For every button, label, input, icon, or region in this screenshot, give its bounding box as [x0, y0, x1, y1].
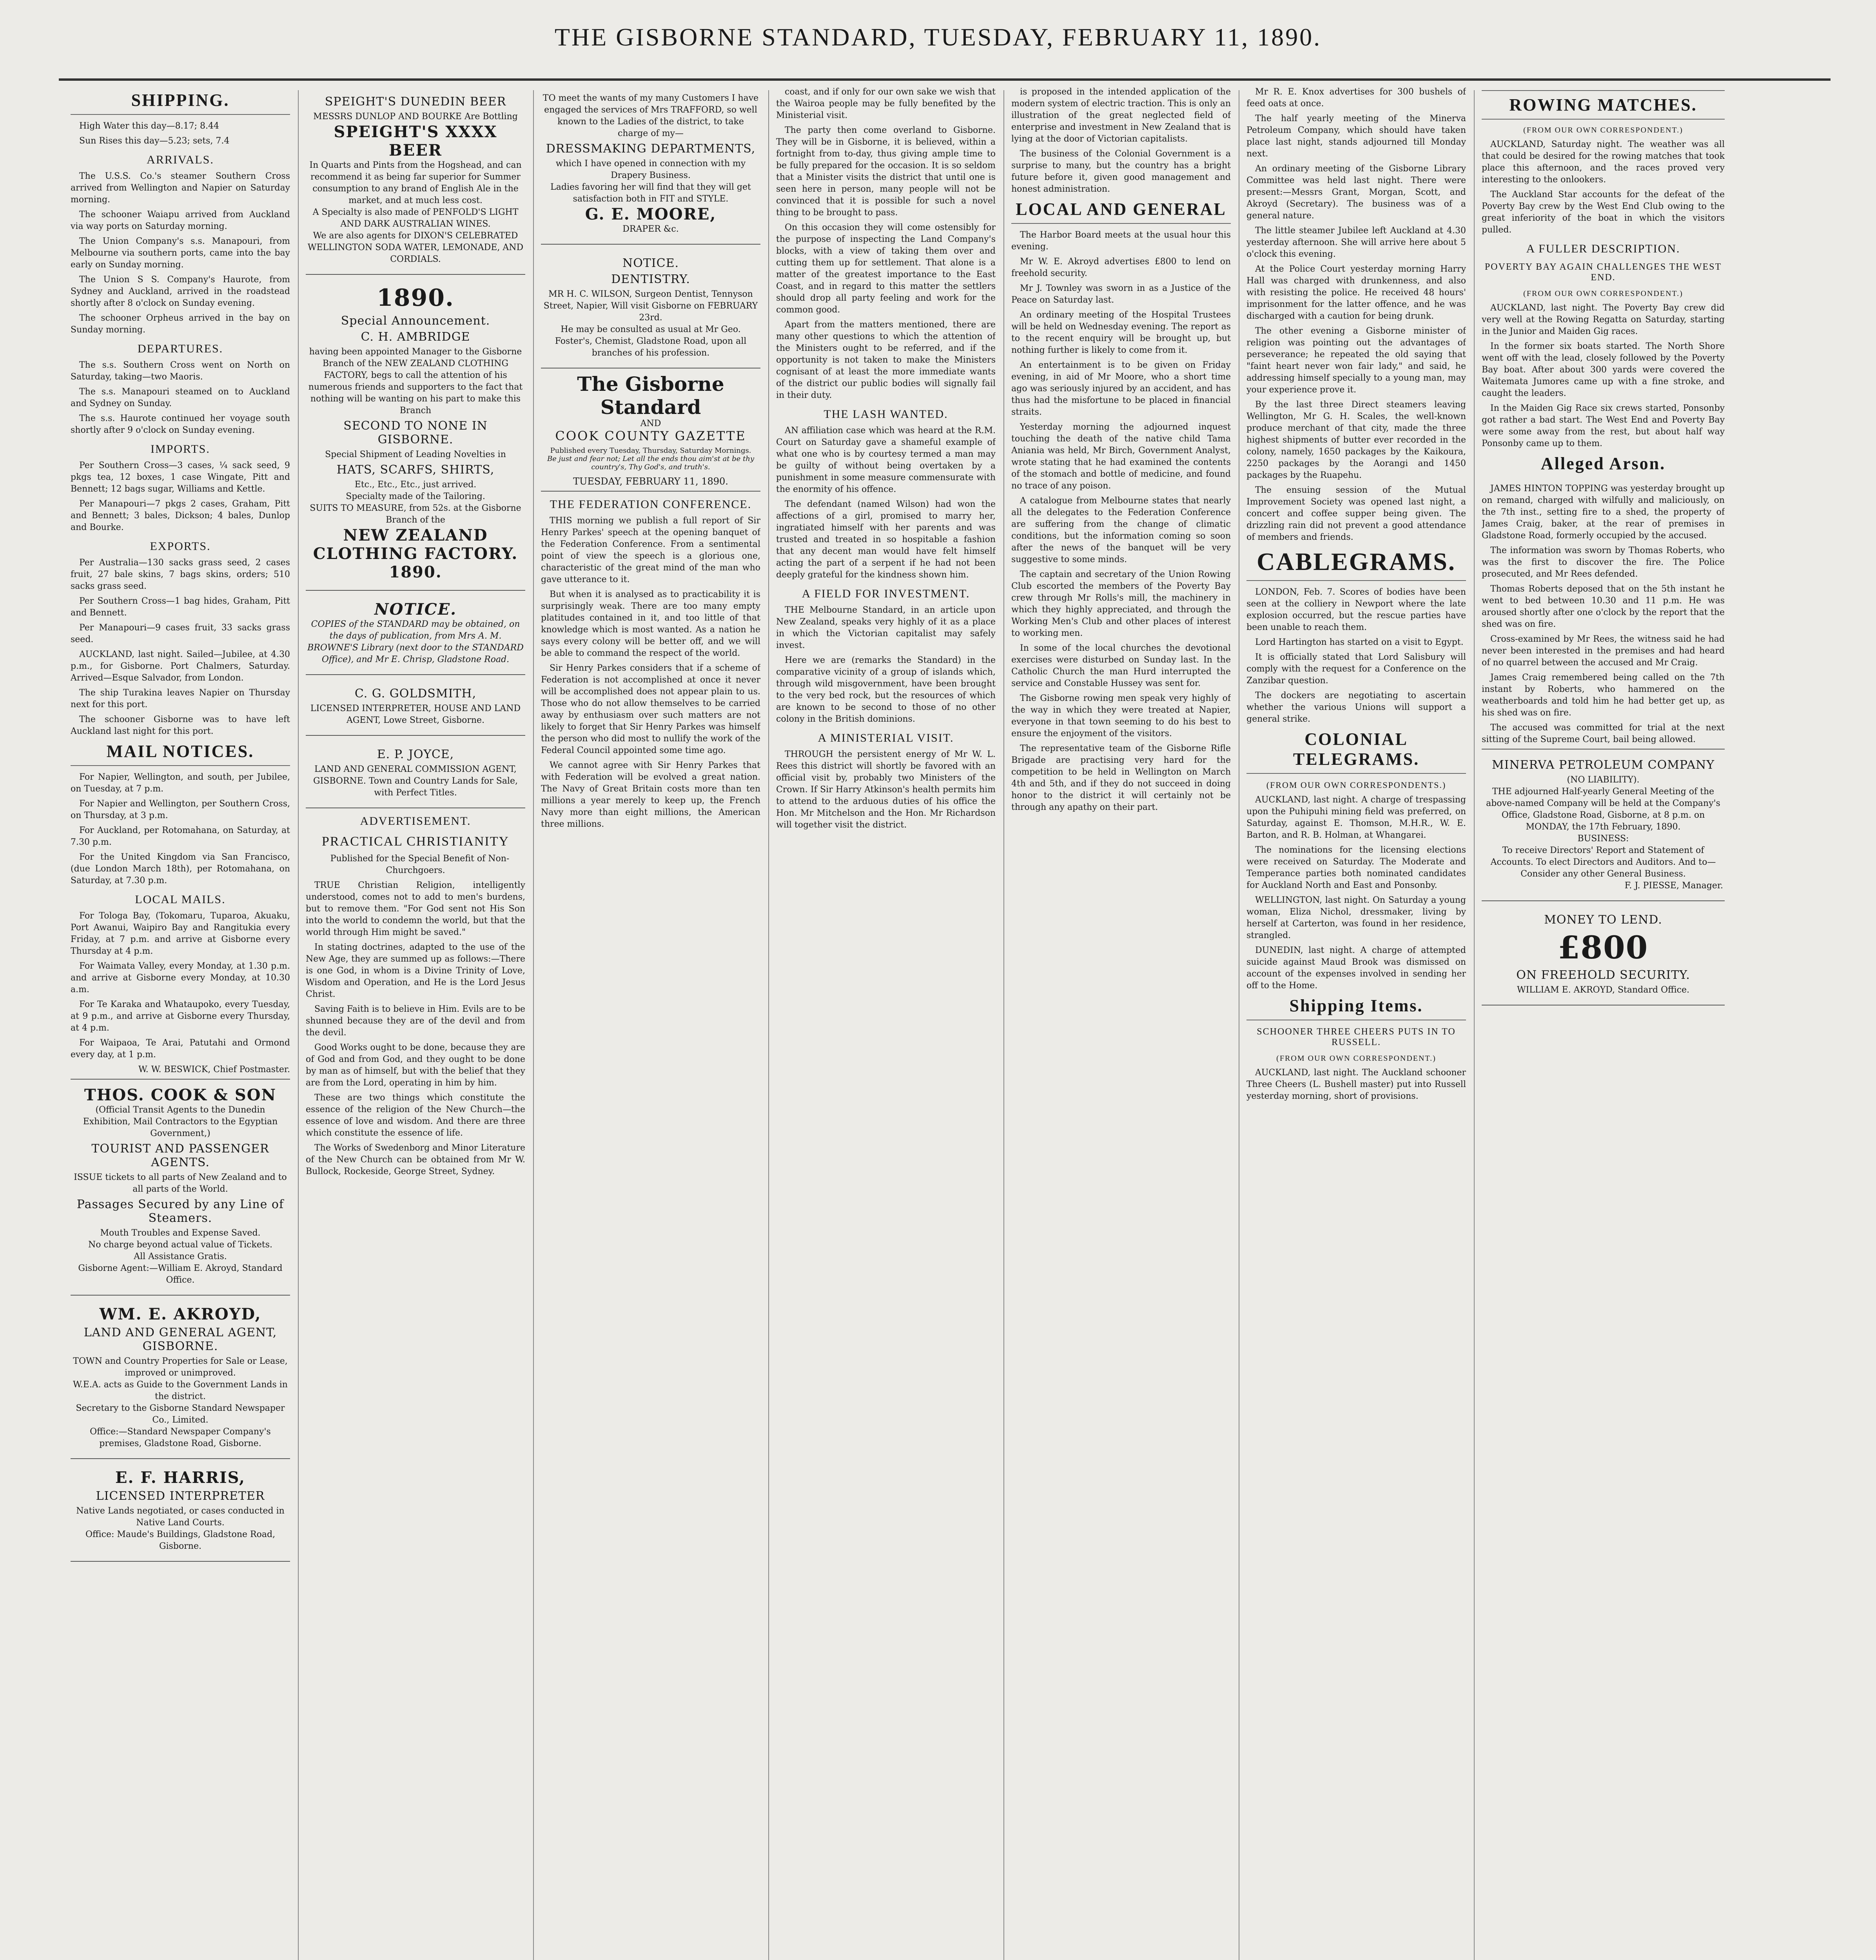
ad-title: THOS. COOK & SON [84, 1086, 277, 1104]
ad-text: F. J. PIESSE, Manager. [1624, 881, 1723, 891]
rowing-matches-heading: ROWING MATCHES. [1482, 90, 1725, 120]
article-paragraph: The U.S.S. Co.'s steamer Southern Cross arrived from Wellington and Napier on Saturday morning. [71, 171, 290, 205]
ad-text: All Assistance Gratis. [134, 1252, 227, 1261]
ad-subtitle: Published for the Special Benefit of Non-Churchgoers. [330, 854, 510, 875]
article-paragraph: For Waipaoa, Te Arai, Patutahi and Ormond every day, at 1 p.m. [71, 1038, 290, 1060]
ad-text: Etc., Etc., Etc., just arrived. [354, 480, 477, 490]
ad-title: NEW ZEALAND CLOTHING FACTORY. [313, 526, 518, 563]
article-heading: A MINISTERIAL VISIT. [818, 731, 954, 744]
article-heading: SCHOONER THREE CHEERS PUTS IN TO RUSSELL. [1257, 1027, 1456, 1047]
article-paragraph: The schooner Waiapu arrived from Auckland via way ports on Saturday morning. [71, 210, 290, 231]
article-paragraph: An ordinary meeting of the Hospital Trustees will be held on Wednesday evening. The report as to the recent enquiry will be brought up, but nothing further is likely to come from it. [1011, 310, 1231, 355]
article-paragraph: Lord Hartington has started on a visit to Egypt. [1255, 637, 1464, 647]
article-paragraph: TRUE Christian Religion, intelligently understood, comes not to add to men's burdens, but to remove them. "For God sent not His Son into the world to condemn the world, but that the world through Him might be saved." [306, 880, 525, 937]
article-paragraph: The dockers are negotiating to ascertain whether the various Unions will support a general strike. [1246, 691, 1466, 724]
column-7 [1482, 86, 1725, 1960]
ad-title: C. G. GOLDSMITH, [354, 687, 477, 701]
article-paragraph: AUCKLAND, last night. Sailed—Jubilee, at 4.30 p.m., for Gisborne. Port Chalmers, Saturday. Arrived—Esque Salvador, from London. [71, 650, 290, 683]
article-paragraph: For Tologa Bay, (Tokomaru, Tuparoa, Akuaku, Port Awanui, Waipiro Bay and Rangitukia every Friday, at 7 p.m. and arrive at Gisborne every Thursday at 4 p.m. [71, 911, 290, 956]
column-4 [776, 86, 996, 1960]
money-to-lend-advertisement [1482, 904, 1725, 1005]
article-paragraph: Mr W. E. Akroyd advertises £800 to lend on freehold security. [1011, 257, 1231, 278]
article-paragraph: Per Southern Cross—3 cases, ¼ sack seed, 9 pkgs tea, 12 boxes, 1 case Wingate, Pitt and Bennett; 12 bags sugar, Williams and Kettle. [71, 461, 290, 494]
article-paragraph: The information was sworn by Thomas Roberts, who was the first to discover the fire. The Police prosecuted, and Mr Rees defended. [1482, 546, 1725, 579]
article-paragraph: The representative team of the Gisborne Rifle Brigade are practising very hard for the competition to be held in Wellington on March 4th and 5th, and if they do not succeed in doing honor to the district it will certainly not be through any apathy on their part. [1011, 744, 1231, 812]
ad-text: Gisborne Agent:—William E. Akroyd, Standard Office. [78, 1263, 283, 1285]
article-heading: POVERTY BAY AGAIN CHALLENGES THE WEST END. [1484, 262, 1722, 283]
masthead-rule [59, 78, 1831, 81]
ad-year: 1890. [389, 563, 442, 581]
ad-text: COPIES of the STANDARD may be obtained, on the days of publication, from Mrs A. M. BROWNE'S Library (next door to the STANDARD Office), and Mr E. Chrisp, Gladstone Road. [307, 619, 524, 664]
article-paragraph: For Auckland, per Rotomahana, on Saturday, at 7.30 p.m. [71, 826, 290, 847]
article-paragraph: The schooner Orpheus arrived in the bay on Sunday morning. [71, 313, 290, 335]
column-1 [71, 86, 290, 1960]
article-paragraph: By the last three Direct steamers leaving Wellington, Mr G. H. Scales, the well-known produce merchant of that city, made the three highest shipments of butter ever recorded in the colony, namely, 1650 packages by the Kaikoura, 2250 packages by the Aorangi and 1450 packages by the Ruapehu. [1246, 400, 1466, 480]
column-rule [1003, 90, 1004, 1960]
ad-text: Secretary to the Gisborne Standard Newspaper Co., Limited. [76, 1403, 285, 1425]
ad-title: NOTICE. [622, 256, 679, 270]
harris-advertisement [71, 1462, 290, 1562]
article-paragraph: AUCKLAND, last night. The Auckland schooner Three Cheers (L. Bushell master) put into Russell yesterday morning, short of provisions. [1246, 1068, 1466, 1101]
article-paragraph: THIS morning we publish a full report of Sir Henry Parkes' speech at the opening banquet of the Federation Conference. From a sentimental point of view the speech is a glorious one, characteristic of the great mind of the man who gave utterance to it. [541, 516, 760, 584]
article-paragraph: In stating doctrines, adapted to the use of the New Age, they are summed up as follows:—There is one God, in whom is a Divine Trinity of Love, Wisdom and Operation, and He is the Lord Jesus Christ. [306, 942, 525, 999]
article-paragraph: For Napier, Wellington, and south, per Jubilee, on Tuesday, at 7 p.m. [71, 772, 290, 794]
ad-text: LAND AND GENERAL AGENT, GISBORNE. [83, 1326, 277, 1353]
article-paragraph: On this occasion they will come ostensibly for the purpose of inspecting the Land Company's blocks, with a view of taking them over and cutting them up for settlement. That alone is a matter of the greatest importance to the East Coast, and in regard to this matter the settlers should drop all party feeling and work for the common good. [776, 223, 996, 315]
article-paragraph: Thomas Roberts deposed that on the 5th instant he went to bed between 10.30 and 11 p.m. He was aroused shortly after one o'clock by the report that the shed was on fire. [1482, 584, 1725, 629]
article-paragraph: AN affiliation case which was heard at the R.M. Court on Saturday gave a shameful example of what one who is by courtesy termed a man may be guilty of without being overtaken by a punishment in some measure commensurate with the enormity of his offence. [776, 426, 996, 494]
article-paragraph: The Union Company's s.s. Manapouri, from Melbourne via southern ports, came into the bay early on Sunday morning. [71, 236, 290, 270]
ad-text: TOWN and Country Properties for Sale or Lease, improved or unimproved. [73, 1356, 288, 1378]
ad-text: Office: Maude's Buildings, Gladstone Road, Gisborne. [85, 1530, 276, 1551]
ad-title: MINERVA PETROLEUM COMPANY [1491, 758, 1715, 772]
article-paragraph: Apart from the matters mentioned, there are many other questions to which the attention of the Ministers ought to be referred, and if the opportunity is not taken to make the Ministers cognisant of at least the more immediate wants of the district our public bodies will signally fail in their duty. [776, 320, 996, 400]
article-paragraph: The ship Turakina leaves Napier on Thursday next for this port. [71, 688, 290, 710]
article-paragraph: AUCKLAND, last night. A charge of trespassing upon the Puhipuhi mining field was preferred, on Saturday, against E. Thomson, M.H.R., W. E. Barton, and R. B. Holman, at Whangarei. [1246, 795, 1466, 840]
paper-publication: Published every Tuesday, Thursday, Saturday Mornings. [550, 446, 751, 455]
exports-heading: EXPORTS. [150, 540, 211, 553]
article-paragraph: The party then come overland to Gisborne. They will be in Gisborne, it is believed, within a fortnight from to-day, thus giving ample time to be fully prepared for the occasion. It is so seldom that a Minister visits the district that until one is seen here in person, many people will not be convinced that it is possible for such a novel thing to be brought to pass. [776, 125, 996, 218]
section-subheading: (FROM OUR OWN CORRESPONDENT.) [1276, 1054, 1436, 1063]
ad-text: Special Shipment of Leading Novelties in [325, 450, 506, 459]
article-paragraph: An ordinary meeting of the Gisborne Library Committee was held last night. There were present:—Messrs Grant, Morgan, Scott, and Akroyd (Secretary). The business was of a general nature. [1246, 164, 1466, 221]
article-paragraph: James Craig remembered being called on the 7th instant by Roberts, who hammered on the weatherboards and told him he had better get up, as his shed was on fire. [1482, 673, 1725, 718]
alleged-arson-heading: Alleged Arson. [1540, 454, 1666, 473]
ad-text: C. H. AMBRIDGE [361, 330, 470, 344]
article-paragraph: We cannot agree with Sir Henry Parkes that with Federation will be evolved a great nation. The Navy of Great Britain costs more than ten millions a year merely to keep up, the French Navy more than eight millions, the American three millions. [541, 760, 760, 829]
ad-text: LICENSED INTERPRETER, HOUSE AND LAND AGENT, Lowe Street, Gisborne. [310, 704, 521, 725]
article-paragraph: Per Australia—130 sacks grass seed, 2 cases fruit, 27 bale skins, 7 bags skins, orders; 510 sacks grass seed. [71, 558, 290, 591]
ad-text: No charge beyond actual value of Tickets. [88, 1240, 272, 1250]
article-paragraph: JAMES HINTON TOPPING was yesterday brought up on remand, charged with wilfully and maliciously, on the 7th inst., setting fire to a shed, the property of James Craig, baker, at the rear of premises in Gladstone Road, formerly occupied by the accused. [1482, 484, 1725, 541]
article-paragraph: The Works of Swedenborg and Minor Literature of the New Church can be obtained from Mr W. Bullock, Rockeside, George Street, Sydney. [306, 1143, 525, 1176]
ad-title: DRESSMAKING DEPARTMENTS, [546, 142, 756, 156]
ad-title: MONEY TO LEND. [1544, 913, 1662, 927]
notice-box [306, 594, 525, 675]
ad-text: LAND AND GENERAL COMMISSION AGENT, GISBORNE. Town and Country Lands for Sale, with Perfect Titles. [313, 764, 518, 798]
ad-text: W.E.A. acts as Guide to the Government Lands in the district. [73, 1380, 288, 1401]
article-paragraph: The Harbor Board meets at the usual hour this evening. [1011, 230, 1231, 252]
ad-title: SPEIGHT'S XXXX BEER [334, 123, 497, 160]
ad-text: LICENSED INTERPRETER [96, 1489, 265, 1503]
article-paragraph: The nominations for the licensing elections were received on Saturday. The Moderate and Temperance parties both nominated candidates for Auckland North and East and Ponsonby. [1246, 845, 1466, 890]
cook-advertisement [71, 1079, 290, 1296]
ad-text: TO meet the wants of my many Customers I have engaged the services of Mrs TRAFFORD, so well known to the Ladies of the district, to take charge of my— [542, 93, 759, 138]
shipping-heading: SHIPPING. [71, 90, 290, 115]
article-paragraph: is proposed in the intended application of the modern system of electric traction. This is only an illustration of the great neglected field of enterprise and investment in New Zealand that is lying at the door of Victorian capitalists. [1011, 87, 1231, 144]
ad-text: having been appointed Manager to the Gisborne Branch of the NEW ZEALAND CLOTHING FACTORY, begs to call the attention of his numerous friends and supporters to the fact that nothing will be wanting on his part to make this Branch [308, 347, 523, 416]
shipping-items-heading: Shipping Items. [1246, 996, 1466, 1020]
article-paragraph: The Auckland Star accounts for the defeat of the Poverty Bay crew by the West End Club owing to the great inferiority of the boat in which the visitors pulled. [1482, 190, 1725, 235]
goldsmith-advertisement [306, 678, 525, 736]
article-paragraph: The schooner Gisborne was to have left Auckland last night for this port. [71, 715, 290, 736]
ad-text: MESSRS DUNLOP AND BOURKE Are Bottling [313, 112, 518, 122]
ad-title: E. F. HARRIS, [115, 1468, 245, 1487]
ad-text: We are also agents for DIXON'S CELEBRATED WELLINGTON SODA WATER, LEMONADE, AND CORDIALS. [307, 231, 524, 264]
departures-heading: DEPARTURES. [137, 342, 223, 355]
masthead: THE GISBORNE STANDARD, TUESDAY, FEBRUARY 11, 1890. [554, 23, 1322, 51]
ad-text: BUSINESS: [1577, 834, 1629, 844]
article-paragraph: DUNEDIN, last night. A charge of attempted suicide against Maud Brook was dismissed on account of the expenses involved in sending her off to the Home. [1246, 946, 1466, 991]
ad-text: In Quarts and Pints from the Hogshead, and can recommend it as being far superior for Summer consumption to any brand of English Ale in the market, and at much less cost. [309, 160, 522, 205]
article-paragraph: In the former six boats started. The North Shore went off with the lead, closely followed by the Poverty Bay boat. After about 300 yards were covered the Waitemata Jumores came up with a fine stroke, and caught the leaders. [1482, 341, 1725, 398]
cablegrams-heading: CABLEGRAMS. [1246, 547, 1466, 581]
article-paragraph: For Waimata Valley, every Monday, at 1.30 p.m. and arrive at Gisborne every Monday, at 10.30 a.m. [71, 961, 290, 995]
article-paragraph: Saving Faith is to believe in Him. Evils are to be shunned because they are of the devil and from the devil. [306, 1004, 525, 1038]
article-paragraph: It is officially stated that Lord Salisbury will comply with the request for a Conference on the Zanzibar question. [1246, 652, 1466, 686]
ad-text: THE adjourned Half-yearly General Meeting of the above-named Company will be held at the Company's Office, Gladstone Road, Gisborne, at 8 p.m. on MONDAY, the 17th February, 1890. [1486, 787, 1720, 832]
article-paragraph: In some of the local churches the devotional exercises were disturbed on Sunday last. In the Catholic Church the man Hurd interrupted the service and Constable Hussey was sent for. [1011, 643, 1231, 688]
article-paragraph: Cross-examined by Mr Rees, the witness said he had never been interested in the premises and had heard of no quarrel between the accused and Mr Craig. [1482, 634, 1725, 668]
column-3 [541, 86, 760, 1960]
moore-advertisement [541, 86, 760, 245]
ad-year: 1890. [377, 284, 454, 312]
dentistry-notice [541, 248, 760, 368]
ad-text: ISSUE tickets to all parts of New Zealand and to all parts of the World. [74, 1172, 287, 1194]
imports-heading: IMPORTS. [151, 443, 210, 456]
article-paragraph: Mr R. E. Knox advertises for 300 bushels of feed oats at once. [1246, 87, 1466, 109]
article-paragraph: WELLINGTON, last night. On Saturday a young woman, Eliza Nichol, dressmaker, living by herself at Carterton, was found in her residence, strangled. [1246, 895, 1466, 940]
ad-text: (NO LIABILITY). [1567, 775, 1640, 785]
paper-and: AND [640, 419, 661, 428]
article-paragraph: The accused was committed for trial at the next sitting of the Supreme Court, bail being allowed. [1482, 723, 1725, 744]
ad-title: DENTISTRY. [611, 272, 690, 286]
paper-nameplate [541, 372, 760, 492]
ad-text: Office:—Standard Newspaper Company's premises, Gladstone Road, Gisborne. [90, 1427, 271, 1448]
article-heading: A FIELD FOR INVESTMENT. [802, 587, 970, 600]
colonial-telegrams-heading: COLONIAL TELEGRAMS. [1246, 729, 1466, 774]
ad-text: WILLIAM E. AKROYD, Standard Office. [1517, 985, 1689, 995]
article-paragraph: Per Manapouri—9 cases fruit, 33 sacks grass seed. [71, 623, 290, 644]
section-subheading: (FROM OUR OWN CORRESPONDENT.) [1523, 126, 1683, 134]
article-paragraph: For Te Karaka and Whataupoko, every Tuesday, at 9 p.m., and arrive at Gisborne every Thursday, at 4 p.m. [71, 1000, 290, 1033]
article-paragraph: Yesterday morning the adjourned inquest touching the death of the native child Tama Aniania was held, Mr Birch, Government Analyst, wrote stating that he had examined the contents of the stomach and bottle of medicine, and found no trace of any poison. [1011, 422, 1231, 491]
tides-text: High Water this day—8.17; 8.44 [79, 121, 219, 131]
ad-text: DRAPER &c. [622, 224, 679, 234]
local-mails-heading: LOCAL MAILS. [135, 893, 226, 906]
article-paragraph: The s.s. Southern Cross went on North on Saturday, taking—two Maoris. [71, 360, 290, 382]
article-paragraph: LONDON, Feb. 7. Scores of bodies have been seen at the colliery in Newport where the late explosion occurred, but the rescue parties have been unable to reach them. [1246, 587, 1466, 632]
article-heading: THE FEDERATION CONFERENCE. [550, 498, 752, 511]
article-paragraph: Per Southern Cross—1 bag hides, Graham, Pitt and Bennett. [71, 596, 290, 618]
column-5 [1011, 86, 1231, 1960]
article-heading: A FULLER DESCRIPTION. [1526, 242, 1680, 255]
article-paragraph: The Union S S. Company's Haurote, from Sydney and Auckland, arrived in the roadstead shortly after 8 o'clock on Sunday evening. [71, 275, 290, 308]
article-paragraph: The s.s. Manapouri steamed on to Auckland and Sydney on Sunday. [71, 387, 290, 408]
mail-notices-heading: MAIL NOTICES. [71, 741, 290, 766]
article-paragraph: Sir Henry Parkes considers that if a scheme of Federation is not accomplished at once it never will be accomplished does not appear plain to us. Those who do not allow themselves to be carried away by enthusiasm over such matters are not likely to forget that Sir Henry Parkes was himself the person who did most to nullify the work of the Federal Council appointed some time ago. [541, 663, 760, 755]
paper-subtitle: COOK COUNTY GAZETTE [555, 428, 746, 443]
ad-title: G. E. MOORE, [585, 205, 717, 223]
ad-title: E. P. JOYCE, [377, 748, 454, 761]
ad-text: To receive Directors' Report and Statement of Accounts. To elect Directors and Auditors. And to— Consider any other General Business. [1490, 846, 1716, 879]
article-paragraph: The captain and secretary of the Union Rowing Club escorted the members of the Poverty Bay crew through Mr Rolls's mill, the machinery in which they highly appreciated, and through the Working Men's Club and other places of interest to working men. [1011, 570, 1231, 638]
article-paragraph: THROUGH the persistent energy of Mr W. L. Rees this district will shortly be favored with an official visit by, probably two Ministers of the Crown. If Sir Harry Atkinson's health permits him to attend to the arduous duties of his office the Hon. Mr Mitchelson and the Hon. Mr Richardson will together visit the district. [776, 750, 996, 830]
article-paragraph: AUCKLAND, last night. The Poverty Bay crew did very well at the Rowing Regatta on Saturday, starting in the Junior and Maiden Gig races. [1482, 303, 1725, 336]
ad-text: (Official Transit Agents to the Dunedin Exhibition, Mail Contractors to the Egyptian Government,) [83, 1105, 278, 1138]
article-paragraph: In the Maiden Gig Race six crews started, Ponsonby got rather a bad start. The West End and Poverty Bay were some away from the rest, but about half way Ponsonby came up to them. [1482, 403, 1725, 448]
column-2 [306, 86, 525, 1960]
column-6 [1246, 86, 1466, 1960]
practical-christianity-ad [306, 815, 525, 1178]
ad-text: He may be consulted as usual at Mr Geo. Foster's, Chemist, Gladstone Road, upon all branches of his profession. [555, 325, 747, 358]
ad-text: ON FREEHOLD SECURITY. [1516, 968, 1690, 982]
paper-title: The Gisborne Standard [577, 372, 724, 419]
article-heading: THE LASH WANTED. [824, 408, 948, 421]
article-paragraph: The half yearly meeting of the Minerva Petroleum Company, which should have taken place last night, stands adjourned till Monday next. [1246, 114, 1466, 159]
ad-text: SUITS TO MEASURE, from 52s. at the Gisborne Branch of the [310, 503, 521, 525]
article-paragraph: For the United Kingdom via San Francisco, (due London March 18th), per Rotomahana, on Saturday, at 7.30 p.m. [71, 852, 290, 886]
local-general-heading: LOCAL AND GENERAL [1011, 199, 1231, 224]
article-paragraph: The Gisborne rowing men speak very highly of the way in which they were treated at Napier, everyone in that town seeming to do his best to ensure the enjoyment of the visitors. [1011, 693, 1231, 739]
arrivals-heading: ARRIVALS. [147, 153, 214, 166]
clothing-factory-advertisement [306, 278, 525, 591]
ad-text: Mouth Troubles and Expense Saved. [100, 1228, 261, 1238]
ad-text: Passages Secured by any Line of Steamers. [76, 1198, 284, 1225]
article-paragraph: For Napier and Wellington, per Southern Cross, on Thursday, at 3 p.m. [71, 799, 290, 820]
section-subheading: (FROM OUR OWN CORRESPONDENTS.) [1266, 780, 1446, 790]
article-paragraph: These are two things which constitute the essence of the religion of the New Church—the essence of love and wisdom. And there are three which constitute the essence of life. [306, 1093, 525, 1138]
article-paragraph: coast, and if only for our own sake we wish that the Wairoa people may be fully benefited by the Ministerial visit. [776, 87, 996, 120]
ad-label: ADVERTISEMENT. [360, 815, 471, 828]
article-paragraph: AUCKLAND, Saturday night. The weather was all that could be desired for the rowing matches that took place this afternoon, and the races proved very interesting to the onlookers. [1482, 140, 1725, 185]
article-paragraph: An entertainment is to be given on Friday evening, in aid of Mr Moore, who a short time ago was seriously injured by an accident, and has thus had the misfortune to be placed in financial straits. [1011, 360, 1231, 417]
article-paragraph: A catalogue from Melbourne states that nearly all the delegates to the Federation Conference are suffering from the change of climatic conditions, but the information coming so soon after the news of the banquet will be very suggestive to some minds. [1011, 496, 1231, 564]
akroyd-advertisement [71, 1299, 290, 1459]
ad-text: SECOND TO NONE IN GISBORNE. [343, 419, 488, 446]
column-rule [1474, 90, 1475, 1960]
ad-text: Special Announcement. [341, 314, 490, 328]
article-paragraph: Per Manapouri—7 pkgs 2 cases, Graham, Pitt and Bennett; 3 bales, Dickson; 4 bales, Dunlop and Bourke. [71, 499, 290, 532]
article-paragraph: The defendant (named Wilson) had won the affections of a girl, promised to marry her, ingratiated himself with her parents and was trusted and treated in so hospitable a fashion that any decent man would have felt himself acting the part of a serpent if he had not been deeply grateful for the kindness shown him. [776, 499, 996, 580]
article-paragraph: But when it is analysed as to practicability it is surprisingly weak. There are too many empty platitudes contained in it, and too little of that knowledge which is most wanted. As a nation he says every colony will be better off, and we will be able to command the respect of the world. [541, 590, 760, 658]
ad-title: PRACTICAL CHRISTIANITY [321, 834, 510, 849]
ad-text: which I have opened in connection with my Drapery Business. [555, 159, 746, 180]
ad-title: SPEIGHT'S DUNEDIN BEER [325, 95, 506, 109]
article-paragraph: Here we are (remarks the Standard) in the comparative vicinity of a group of islands which, through wild misgovernment, have been brought to the very bed rock, but the resources of which are known to be second to those of no other colony in the British dominions. [776, 655, 996, 724]
paper-motto: Be just and fear not; Let all the ends thou aim'st at be thy country's, Thy God's, and truth's. [547, 455, 755, 471]
joyce-advertisement [306, 739, 525, 808]
issue-date: TUESDAY, FEBRUARY 11, 1890. [573, 476, 728, 487]
ad-text: Specialty made of the Tailoring. [346, 492, 485, 501]
article-paragraph: THE Melbourne Standard, in an article upon New Zealand, speaks very highly of it as a place in which the Victorian capitalist may safely invest. [776, 605, 996, 650]
ad-title: WM. E. AKROYD, [99, 1305, 261, 1323]
article-paragraph: Mr J. Townley was sworn in as a Justice of the Peace on Saturday last. [1011, 283, 1231, 305]
article-paragraph: The little steamer Jubilee left Auckland at 4.30 yesterday afternoon. She will arrive here about 5 o'clock this evening. [1246, 226, 1466, 259]
article-paragraph: The ensuing session of the Mutual Improvement Society was opened last night, a concert and coffee supper being given. The drizzling rain did not prevent a good attendance of members and friends. [1246, 485, 1466, 542]
ad-text: A Specialty is also made of PENFOLD'S LIGHT AND DARK AUSTRALIAN WINES. [312, 207, 519, 229]
column-rule [533, 90, 534, 1960]
minerva-advertisement [1482, 749, 1725, 901]
signature: W. W. BESWICK, Chief Postmaster. [138, 1065, 290, 1074]
section-subheading: (FROM OUR OWN CORRESPONDENT.) [1523, 289, 1683, 298]
article-paragraph: The other evening a Gisborne minister of religion was pointing out the advantages of perseverance; he repeated the old saying that "faint heart never won fair lady," and said, he addressing himself specially to a young man, may your experience prove it. [1246, 326, 1466, 395]
article-paragraph: Good Works ought to be done, because they are of God and from God, and they ought to be done by man as of himself, but with the belief that they are from the Lord, operating in him by him. [306, 1043, 525, 1088]
ad-text: TOURIST AND PASSENGER AGENTS. [91, 1142, 269, 1169]
column-rule [768, 90, 769, 1960]
speight-advertisement [306, 86, 525, 275]
ad-text: HATS, SCARFS, SHIRTS, [336, 463, 495, 477]
ad-text: MR H. C. WILSON, Surgeon Dentist, Tennyson Street, Napier, Will visit Gisborne on FEBRUARY 23rd. [543, 289, 758, 323]
ad-text: Native Lands negotiated, or cases conducted in Native Land Courts. [76, 1506, 285, 1528]
article-paragraph: The business of the Colonial Government is a surprise to many, but the country has a bright future before it, given good management and honest administration. [1011, 149, 1231, 194]
article-paragraph: The s.s. Haurote continued her voyage south shortly after 9 o'clock on Sunday evening. [71, 414, 290, 435]
sun-text: Sun Rises this day—5.23; sets, 7.4 [79, 136, 230, 146]
ad-text: Ladies favoring her will find that they will get satisfaction both in FIT and STYLE. [550, 182, 751, 204]
ad-amount: £800 [1558, 929, 1649, 966]
article-paragraph: At the Police Court yesterday morning Harry Hall was charged with drunkenness, and also with resisting the police. He received 48 hours' imprisonment for the latter offence, and he was discharged with a caution for being drunk. [1246, 264, 1466, 321]
ad-title: NOTICE. [374, 600, 457, 619]
column-rule [298, 90, 299, 1960]
